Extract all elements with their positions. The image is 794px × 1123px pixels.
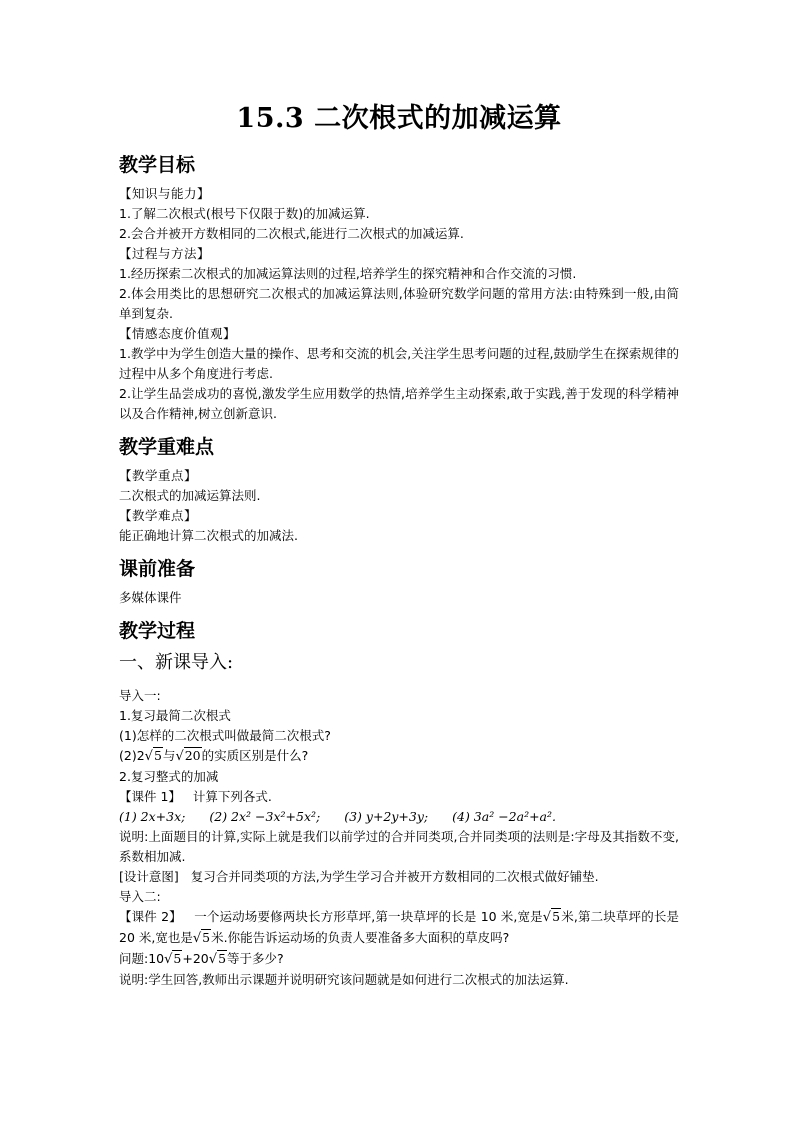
course-1: 【课件 1】 计算下列各式.	[119, 789, 272, 804]
knowledge-label: 【知识与能力】	[119, 186, 211, 201]
emotion-item-2: 2.让学生品尝成功的喜悦,激发学生应用数学的热情,培养学生主动探索,敢于实践,善于发现的科学精神以及合作精神,树立创新意识.	[119, 386, 679, 421]
radical-sqrt5: √5	[144, 748, 162, 764]
calc-1: (1) 2x+3x;	[119, 809, 186, 824]
review2: 2.复习整式的加减	[119, 769, 219, 784]
intro1-note: 说明:上面题目的计算,实际上就是我们以前学过的合并同类项,合并同类项的法则是:字母及其指数不变,系数相加减.	[119, 829, 679, 864]
question-1: (1)怎样的二次根式叫做最简二次根式?	[119, 728, 331, 743]
prep-heading: 课前准备	[119, 558, 196, 580]
intro1-label: 导入一:	[119, 688, 161, 703]
radical-sqrt20: √20	[175, 748, 201, 764]
calc-2: (2) 2x² −3x²+5x²;	[209, 809, 321, 824]
radical-sqrt5: √5	[164, 951, 182, 967]
difficulty-text: 能正确地计算二次根式的加减法.	[119, 528, 298, 543]
radical-sqrt5: √5	[542, 909, 561, 925]
emotion-label: 【情感态度价值观】	[119, 326, 237, 341]
question-2: (2)2√5与√20的实质区别是什么?	[119, 746, 679, 767]
calc-exercises	[119, 807, 679, 827]
difficulty-label: 【教学难点】	[119, 508, 198, 523]
prep-text: 多媒体课件	[119, 590, 182, 605]
design-intent: [设计意图] 复习合并同类项的方法,为学生学习合并被开方数相同的二次根式做好铺垫.	[119, 869, 599, 884]
calc-4: (4) 3a² −2a²+a².	[452, 809, 556, 824]
page-title: 15.3 二次根式的加减运算	[236, 103, 562, 134]
focus-label: 【教学重点】	[119, 468, 198, 483]
keypoints-heading: 教学重难点	[119, 436, 215, 458]
emotion-item-1: 1.教学中为学生创造大量的操作、思考和交流的机会,关注学生思考问题的过程,鼓励学生在探索规律的过程中从多个角度进行考虑.	[119, 346, 679, 381]
focus-text: 二次根式的加减运算法则.	[119, 488, 261, 503]
process-method-item-2: 2.体会用类比的思想研究二次根式的加减运算法则,体验研究数学问题的常用方法:由特殊到一般,由简单到复杂.	[119, 286, 679, 321]
review1: 1.复习最简二次根式	[119, 708, 231, 723]
knowledge-item-2: 2.会合并被开方数相同的二次根式,能进行二次根式的加减运算.	[119, 226, 464, 241]
document-page	[119, 100, 679, 990]
radical-sqrt5: √5	[208, 951, 227, 967]
process-method-label: 【过程与方法】	[119, 246, 211, 261]
part1-heading: 一、新课导入:	[119, 652, 234, 673]
radical-sqrt5: √5	[192, 930, 211, 946]
process-heading: 教学过程	[119, 620, 196, 642]
calc-3: (3) y+2y+3y;	[344, 809, 429, 824]
intro2-label: 导入二:	[119, 889, 161, 904]
intro2-question: 问题:10√5+20√5等于多少?	[119, 949, 679, 970]
knowledge-item-1: 1.了解二次根式(根号下仅限于数)的加减运算.	[119, 206, 370, 221]
process-method-item-1: 1.经历探索二次根式的加减运算法则的过程,培养学生的探究精神和合作交流的习惯.	[119, 266, 577, 281]
course-2: 【课件 2】 一个运动场要修两块长方形草坪,第一块草坪的长是 10 米,宽是√5米,第二块草坪的长是 20 米,宽也是√5米.你能告诉运动场的负责人要准备多大面积的草皮吗?	[119, 907, 679, 949]
objectives-heading: 教学目标	[119, 154, 196, 176]
intro2-note: 说明:学生回答,教师出示课题并说明研究该问题就是如何进行二次根式的加法运算.	[119, 972, 569, 987]
